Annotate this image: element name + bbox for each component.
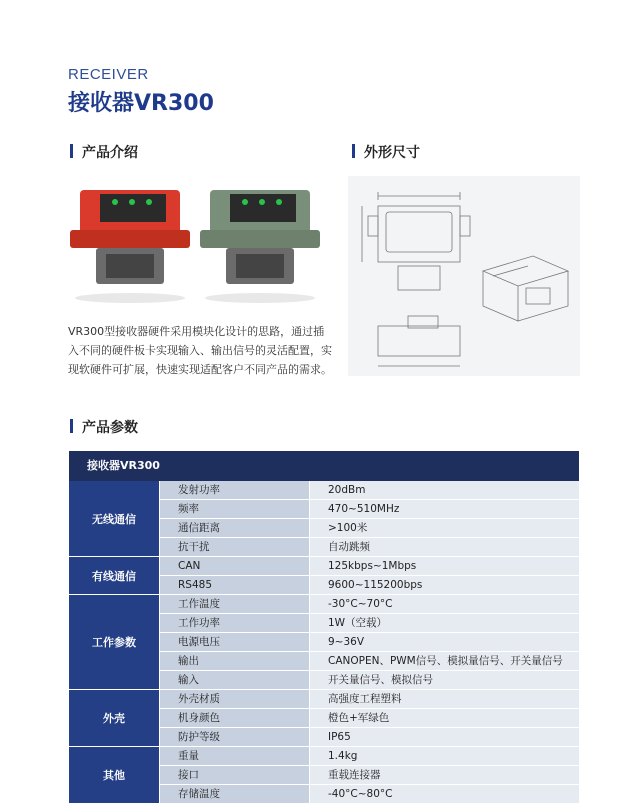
spec-value: 470~510MHz [309, 500, 579, 518]
spec-key: 存储温度 [159, 785, 309, 803]
spec-value: 1.4kg [309, 747, 579, 765]
spec-row [159, 747, 579, 766]
spec-groups [69, 481, 159, 804]
spec-row [159, 766, 579, 785]
spec-rows [159, 481, 579, 804]
section-title-intro: 产品介绍 [70, 142, 138, 162]
spec-value: 自动跳频 [309, 538, 579, 556]
page-title: 接收器VR300 [68, 91, 214, 116]
spec-key: 输出 [159, 652, 309, 670]
spec-value: 9~36V [309, 633, 579, 651]
spec-value: 1W（空载） [309, 614, 579, 632]
spec-value: 高强度工程塑料 [309, 690, 579, 708]
section-title-dimensions: 外形尺寸 [352, 142, 420, 162]
spec-row [159, 785, 579, 804]
spec-key: 输入 [159, 671, 309, 689]
spec-table-title: 接收器VR300 [69, 451, 579, 481]
spec-key: 接口 [159, 766, 309, 784]
spec-group-label: 有线通信 [69, 557, 159, 595]
spec-value: 125kbps~1Mbps [309, 557, 579, 575]
spec-key: 发射功率 [159, 481, 309, 499]
spec-key: 工作温度 [159, 595, 309, 613]
spec-value: 橙色+军绿色 [309, 709, 579, 727]
spec-row [159, 500, 579, 519]
spec-row [159, 633, 579, 652]
spec-row [159, 728, 579, 747]
spec-key: 机身颜色 [159, 709, 309, 727]
spec-value: >100米 [309, 519, 579, 537]
spec-row [159, 671, 579, 690]
spec-value: -40°C~80°C [309, 785, 579, 803]
spec-key: 电源电压 [159, 633, 309, 651]
spec-group-label: 工作参数 [69, 595, 159, 690]
spec-key: RS485 [159, 576, 309, 594]
dimension-drawing [348, 176, 580, 376]
spec-row [159, 652, 579, 671]
spec-value: 重载连接器 [309, 766, 579, 784]
spec-key: 重量 [159, 747, 309, 765]
spec-key: 通信距离 [159, 519, 309, 537]
spec-row [159, 709, 579, 728]
spec-row [159, 614, 579, 633]
red-receiver-unit [70, 190, 190, 303]
spec-row [159, 538, 579, 557]
spec-key: CAN [159, 557, 309, 575]
spec-key: 工作功率 [159, 614, 309, 632]
spec-group-label: 外壳 [69, 690, 159, 747]
spec-value: 20dBm [309, 481, 579, 499]
spec-row [159, 595, 579, 614]
spec-row [159, 519, 579, 538]
spec-row [159, 690, 579, 709]
spec-key: 防护等级 [159, 728, 309, 746]
spec-group-label: 无线通信 [69, 481, 159, 557]
section-title-params: 产品参数 [70, 417, 138, 437]
spec-row [159, 557, 579, 576]
spec-table-body [69, 481, 579, 804]
product-description: VR300型接收器硬件采用模块化设计的思路，通过插入不同的硬件板卡实现输入、输出信号的灵活配置，实现软硬件可扩展，快速实现适配客户不同产品的需求。 [68, 325, 332, 376]
spec-value: -30°C~70°C [309, 595, 579, 613]
page-eyebrow: RECEIVER [68, 66, 149, 83]
spec-row [159, 576, 579, 595]
green-receiver-unit [200, 190, 320, 303]
spec-value: CANOPEN、PWM信号、模拟量信号、开关量信号 [309, 652, 579, 670]
spec-value: IP65 [309, 728, 579, 746]
spec-key: 外壳材质 [159, 690, 309, 708]
spec-value: 开关量信号、模拟信号 [309, 671, 579, 689]
spec-table [69, 451, 579, 804]
spec-row [159, 481, 579, 500]
product-photo [60, 180, 330, 310]
spec-key: 抗干扰 [159, 538, 309, 556]
spec-value: 9600~115200bps [309, 576, 579, 594]
spec-group-label: 其他 [69, 747, 159, 804]
spec-key: 频率 [159, 500, 309, 518]
